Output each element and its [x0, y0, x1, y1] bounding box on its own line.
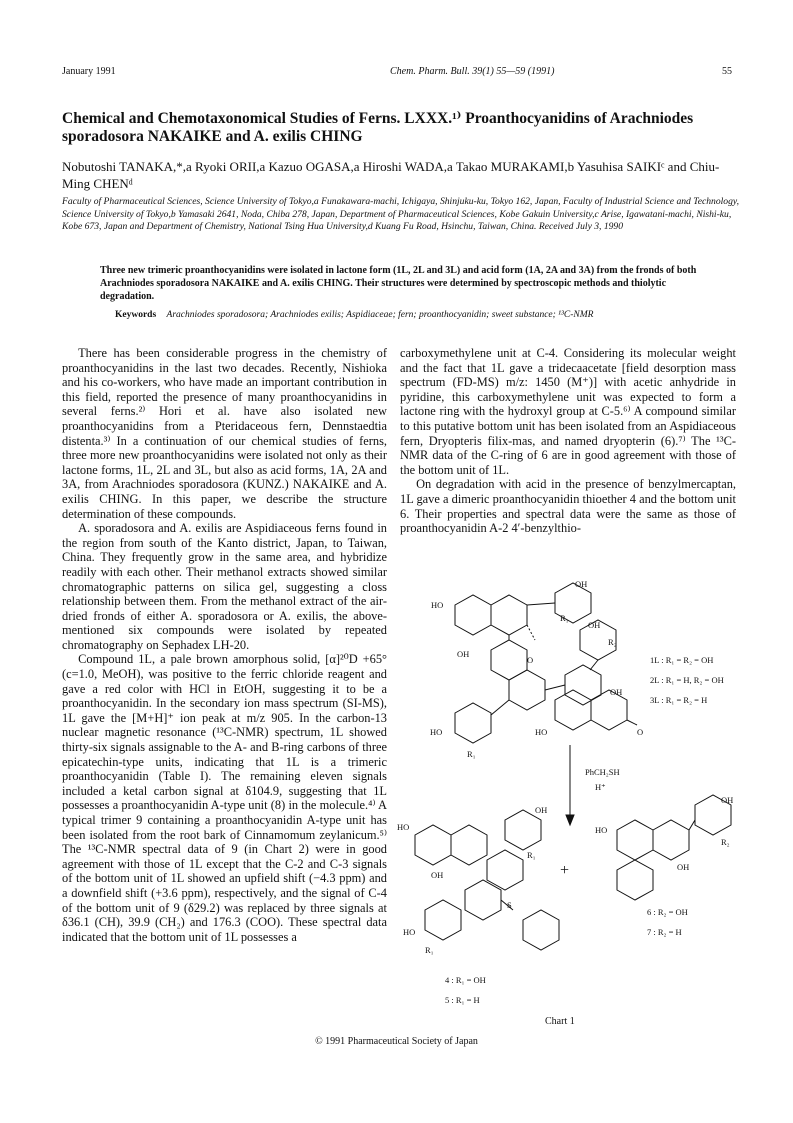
reagent-label-h: H⁺ [595, 782, 606, 792]
paragraph: On degradation with acid in the presence of benzylmercaptan, 1L gave a dimeric proanthocyanidin thioether 4 and the bottom unit 6. Their properties and spectral data were the same as those of proanthocyanidin A-2 4′-benzylthio- [400, 477, 736, 536]
label-r2: R₂ [721, 837, 730, 847]
label-oh: OH [588, 620, 601, 630]
header-date: January 1991 [62, 66, 116, 77]
right-column [400, 346, 736, 536]
label-oh: OH [535, 805, 548, 815]
left-column [62, 346, 387, 944]
lactone-dryopterin [617, 860, 653, 900]
header-page-number: 55 [722, 66, 732, 77]
keywords-label: Keywords [115, 310, 157, 320]
legend-4: 4 : R₁ = OH [445, 975, 486, 985]
label-ho: HO [431, 600, 444, 610]
ring-c-dimer [451, 825, 487, 865]
label-ho: HO [535, 727, 548, 737]
ring-c-middle [509, 670, 545, 710]
ring-a-middle [491, 640, 527, 680]
ring-a-dryopterin [617, 820, 653, 860]
label-oh: OH [721, 795, 734, 805]
legend-6: 6 : R₂ = OH [647, 907, 688, 917]
ring-b-dimer [505, 810, 541, 850]
label-oh: OH [575, 579, 588, 589]
ring-a-right [555, 690, 591, 730]
ring-c-top [491, 595, 527, 635]
paper-title: Chemical and Chemotaxonomical Studies of Ferns. LXXX.¹⁾ Proanthocyanidins of Arachniodes sporadosora NAKAIKE and A. exilis CHING [62, 110, 694, 145]
keywords-text: Arachniodes sporadosora; Arachniodes exilis; Aspidiaceae; fern; proanthocyanidin; sweet substance; ¹³C-NMR [166, 310, 594, 320]
label-ho: HO [595, 825, 608, 835]
label-r1: R₁ [560, 613, 569, 623]
label-ho: HO [430, 727, 443, 737]
header-journal: Chem. Pharm. Bull. 39(1) 55—59 (1991) [390, 66, 555, 77]
abstract: Three new trimeric proanthocyanidins were isolated in lactone form (1L, 2L and 3L) and acid form (1A, 2A and 3A) from the fronds of both Arachniodes sporadosora NAKAIKE and A. exilis CHING. Their structures were determined by spectroscopic methods and thiolytic degradation. [100, 265, 697, 302]
label-oh: OH [431, 870, 444, 880]
label-oh: OH [457, 649, 470, 659]
label-r1: R₁ [467, 749, 476, 759]
paragraph: carboxymethylene unit at C-4. Considering its molecular weight and the fact that 1L gave a tridecaacetate [field desorption mass spectrum (FD-MS) m/z: 1450 (M⁺)] with acetic anhydride in pyridine, this carboxymethylene unit was expected to form a lactone ring with the hydroxyl group at C-5.⁶⁾ A compound similar to this putative bottom unit has been isolated from an Aspidiaceous fern, Dryopteris filix-mas, and named dryopterin (6).⁷⁾ The ¹³C-NMR data of the C-ring of 6 are in good agreement with those of the bottom unit of 1L. [400, 346, 736, 477]
label-ho: HO [397, 822, 410, 832]
legend-7: 7 : R₂ = H [647, 927, 682, 937]
label-r2: R₂ [608, 637, 617, 647]
paragraph: There has been considerable progress in the chemistry of proanthocyanidins in the last two decades. Recently, Nishioka and his co-workers, who have made an important contribution in this field, reported the presence of many proanthocyanidins in several ferns.²⁾ Hori et al. have also isolated new proanthocyanidins from a Pteridaceous fern, Dennstaedtia distenta.³⁾ In a continuation of our chemical studies of ferns, three more new proanthocyanidins were isolated not only as their lactone forms, 1L, 2L and 3L, but also as acid forms, 1A, 2A and 3A, from Arachniodes sporadosora (KUNZ.) NAKAIKE and A. exilis CHING. In this paper, we describe the structure determination of these compounds. [62, 346, 387, 521]
label-r1: R₁ [425, 945, 434, 955]
paragraph: A. sporadosora and A. exilis are Aspidiaceous ferns found in the region from south of the Kanto district, Japan, to Taiwan, China. They frequently grow in the same area, and hybridize readily with each other. Their methanol extracts showed similar chromatographic patterns on silica gel, suggesting a closs relationship between them. From the methanol extract of the air-dried fronds of either A. sporadosora or A. exilis, the above-mentioned six compounds were isolated by repeated chromatography on Sephadex LH-20. [62, 521, 387, 652]
chart-caption: Chart 1 [545, 1016, 575, 1027]
label-ho: HO [403, 927, 416, 937]
ring-b-middle [455, 703, 491, 743]
keywords [115, 309, 715, 321]
plus-sign: + [560, 862, 570, 879]
ring-a-top [455, 595, 491, 635]
ring-a-dimer [415, 825, 451, 865]
legend-5: 5 : R₁ = H [445, 995, 480, 1005]
label-oh: OH [610, 687, 623, 697]
legend-2l: 2L : R₁ = H, R₂ = OH [650, 675, 724, 685]
legend-1l: 1L : R₁ = R₂ = OH [650, 655, 714, 665]
ring-c-dryopterin [653, 820, 689, 860]
affiliations: Faculty of Pharmaceutical Sciences, Science University of Tokyo,a Funakawara-machi, Ichigaya, Shinjuku-ku, Tokyo 162, Japan, Faculty of Industrial Science and Technology, Science University of Tokyo,b Yamasaki 2641, Noda, Chiba 278, Japan, Department of Pharmaceutical Sciences, Kobe Gakuin University,c Arise, Igawatani-machi, Nishi-ku, Kobe 673, Japan and Department of Chemistry, National Tsing Hua University,d Kuang Fu Road, Hsinchu, Taiwan, China. Received July 3, 1990 [62, 196, 740, 232]
label-s: S [507, 900, 512, 910]
author-list: Nobutoshi TANAKA,*,a Ryoki ORII,a Kazuo OGASA,a Hiroshi WADA,a Takao MURAKAMI,b Yasuhisa SAIKIᶜ and Chiu-Ming CHENᵈ [62, 159, 720, 191]
ring-b-dimer-lower [425, 900, 461, 940]
paragraph: Compound 1L, a pale brown amorphous solid, [α]²⁰D +65° (c=1.0, MeOH), was positive to the ferric chloride reagent and gave a red color with HCl in EtOH, suggesting it to be a proanthocyanidin. In the secondary ion mass spectrum (SI-MS), 1L gave the [M+H]⁺ ion peak at m/z 905. In the carbon-13 nuclear magnetic resonance (¹³C-NMR) spectrum, 1L showed thirty-six signals assignable to the A- and B-ring carbons of three epicatechin-type units, indicating that 1L is a trimeric proanthocyanidin (Table I). The remaining eleven signals included a ketal carbon signal at δ104.9, suggesting that 1L possesses a proanthocyanidin A-type unit (8) in the molecule.⁴⁾ A typical trimer 9 containing a proanthocyanidin A-type unit has been isolated from the root bark of Cinnamomum zeylanicum.⁵⁾ The ¹³C-NMR spectral data of 9 (in Chart 2) were in good agreement with those of 1L except that the C-2 and C-3 signals of the bottom unit of 1L showed an upfield shift (−4.3 ppm) and a downfield shift (+3.6 ppm), respectively, and the signal of C-4 of the bottom unit of 9 (δ29.2) was replaced by three signals at δ36.1 (CH), 39.9 (CH₂) and 176.3 (COO). These spectral data indicated that the bottom unit of 1L possesses a [62, 652, 387, 944]
ring-c-right [565, 665, 601, 705]
label-oh: OH [677, 862, 690, 872]
label-o: O [527, 655, 534, 665]
benzyl-ring [523, 910, 559, 950]
ring-c-dimer-lower [465, 880, 501, 920]
label-o: O [637, 727, 644, 737]
copyright-footer: © 1991 Pharmaceutical Society of Japan [315, 1036, 478, 1047]
legend-3l: 3L : R₁ = R₂ = H [650, 695, 708, 705]
chart-1-structures [395, 575, 740, 1025]
label-r1: R₁ [527, 850, 536, 860]
ring-a-dimer-lower [487, 850, 523, 890]
reagent-label: PhCH₂SH [585, 767, 620, 777]
